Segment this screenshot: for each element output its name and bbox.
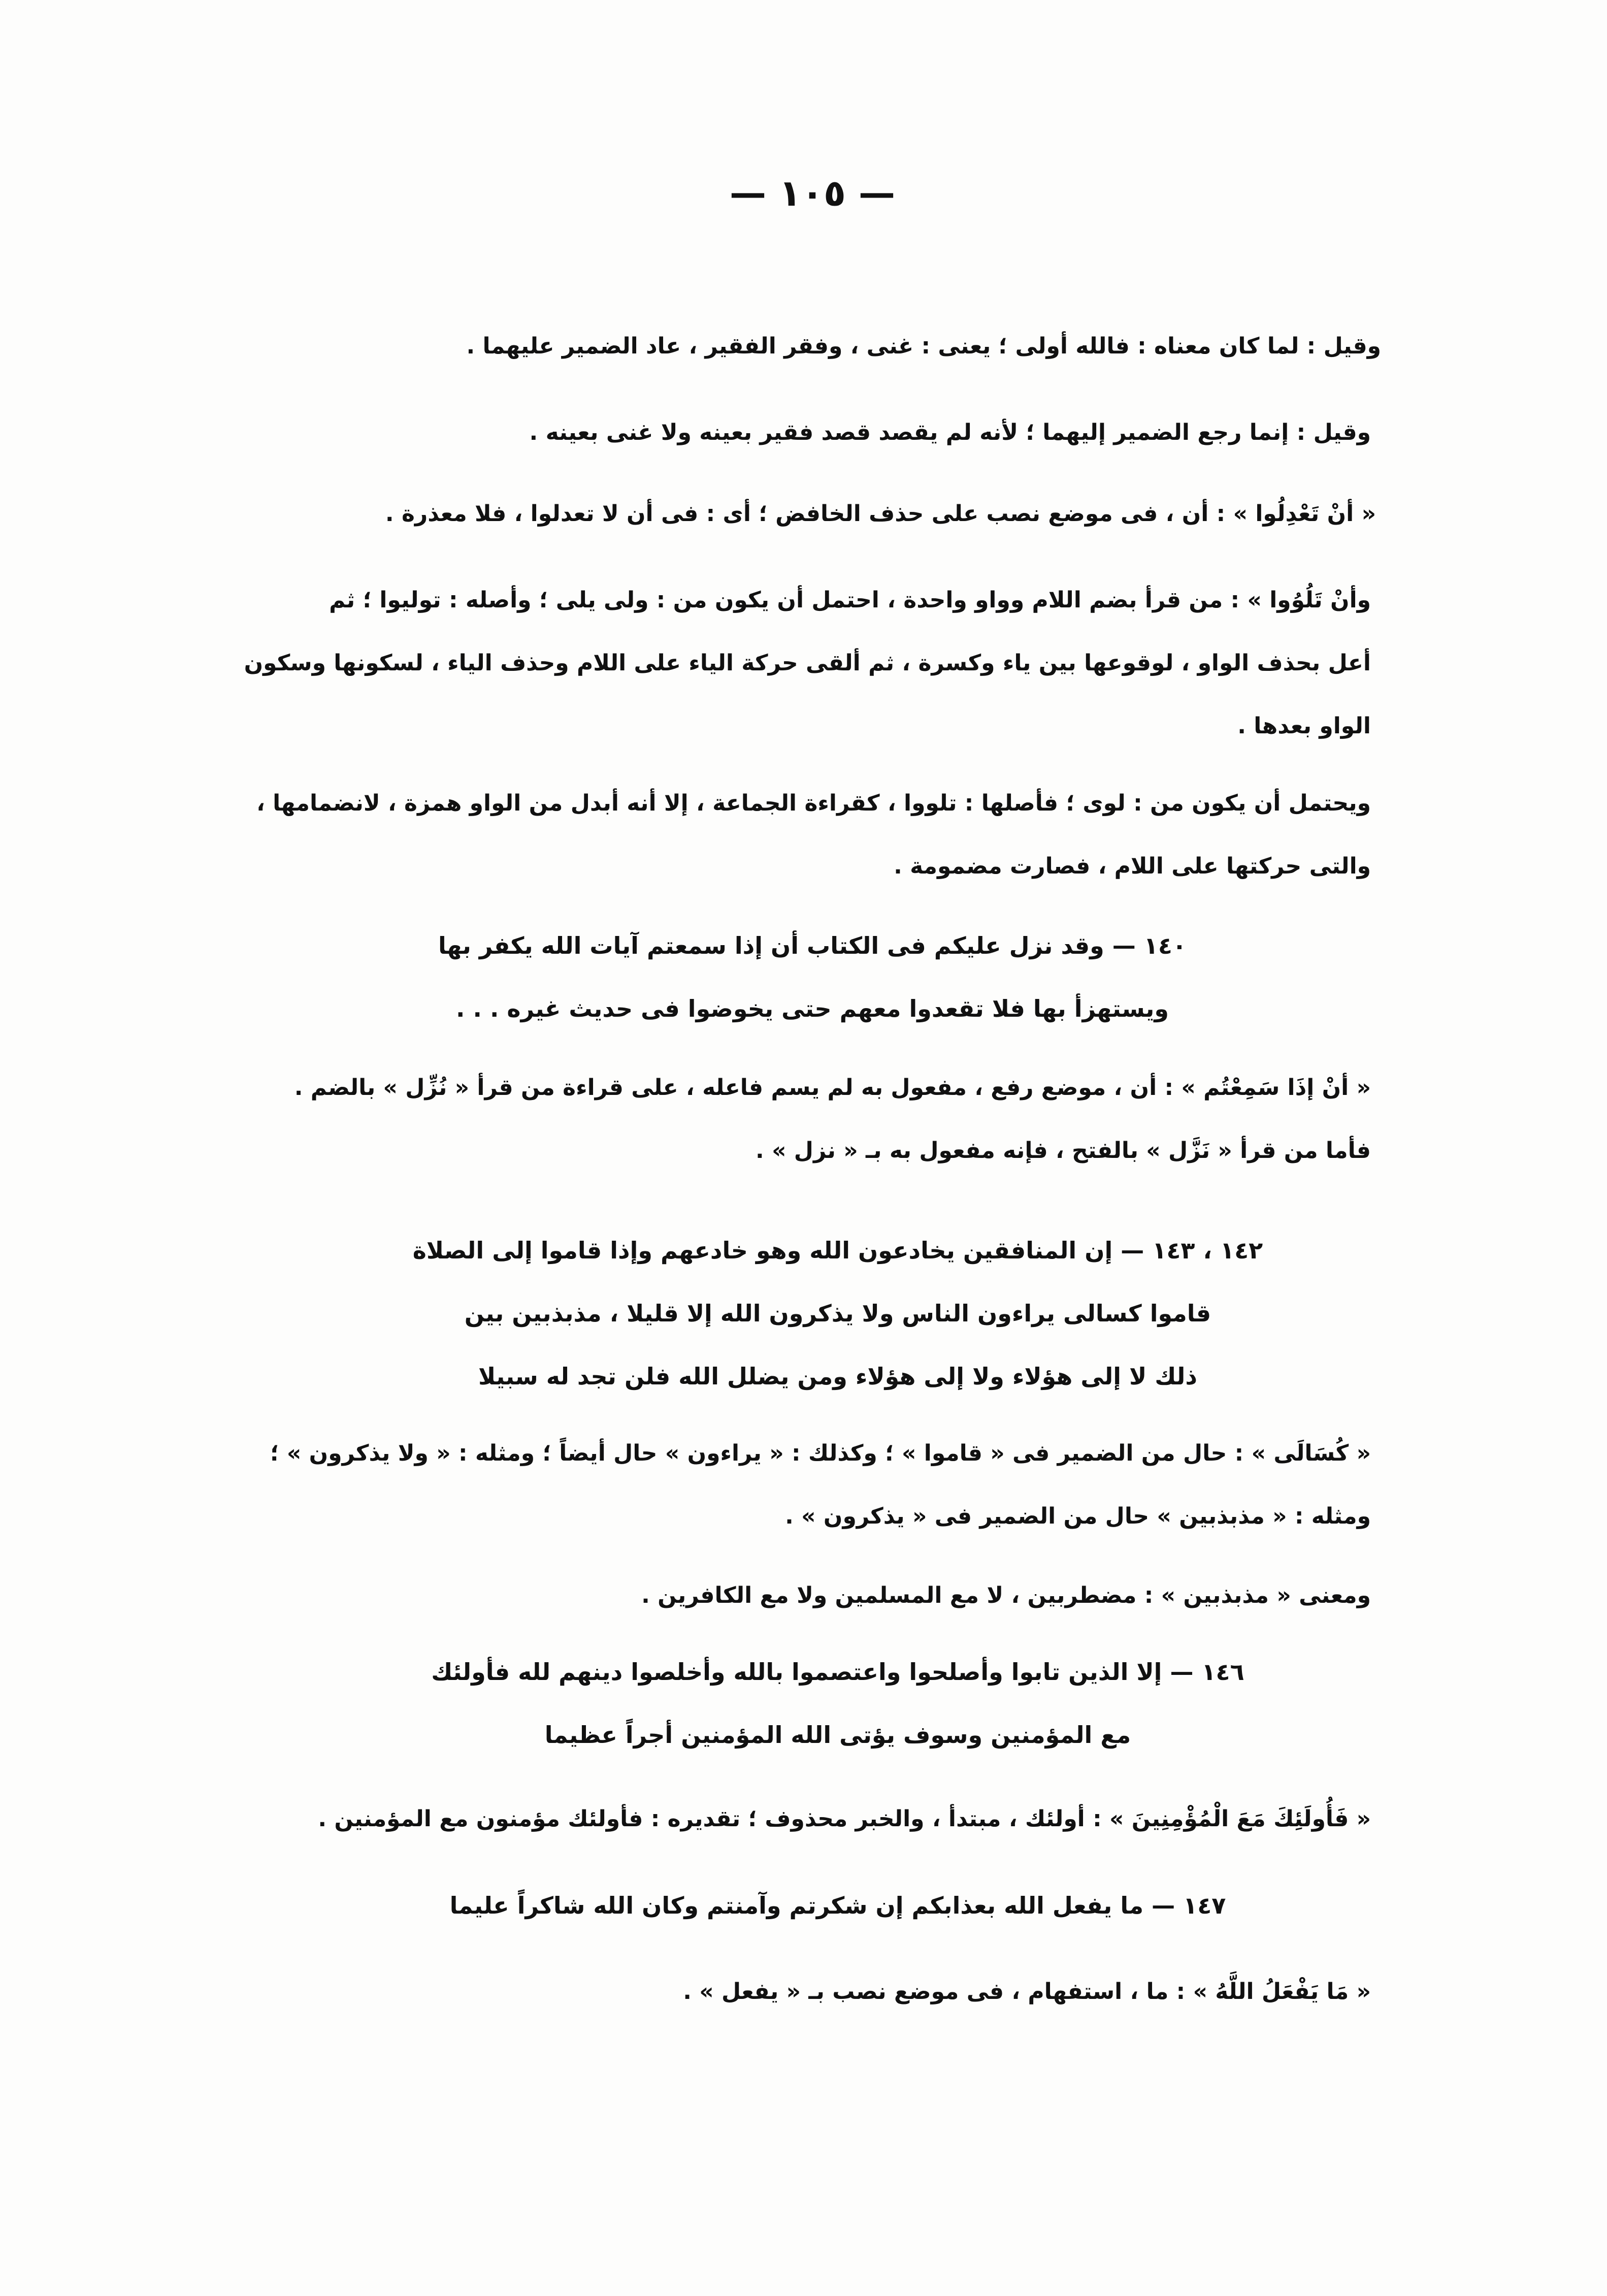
text-line: ويحتمل أن يكون من : لوى ؛ فأصلها : تلووا ، كقراءة الجماعة ، إلا أنه أبدل من الواو همزة ، لانضمامها ، xyxy=(256,790,1371,816)
paragraph xyxy=(234,772,1371,898)
paragraph xyxy=(508,1564,1371,1627)
verse-line: ١٤٢ ، ١٤٣ — إن المنافقين يخادعون الله وهو خادعهم وإذا قاموا إلى الصلاة xyxy=(412,1237,1263,1264)
paragraph xyxy=(457,315,1381,378)
paragraph xyxy=(508,401,1371,464)
text-line: « أنْ إذَا سَمِعْتُم » : أن ، موضع رفع ، مفعول به لم يسم فاعله ، على قراءة من قرأ « نُزِّل » بالضم . xyxy=(294,1075,1371,1101)
text-line: « كُسَالَى » : حال من الضمير فى « قاموا » ؛ وكذلك : « يراءون » حال أيضاً ؛ ومثله : « ولا يذكرون » ؛ xyxy=(270,1440,1371,1466)
text-line: ومعنى « مذبذبين » : مضطربين ، لا مع المسلمين ولا مع الكافرين . xyxy=(641,1582,1371,1608)
text-line: والتى حركتها على اللام ، فصارت مضمومة . xyxy=(894,853,1371,879)
paragraph xyxy=(264,1788,1371,1851)
text-line: « مَا يَفْعَلُ اللَّهُ » : ما ، استفهام ، فى موضع نصب بـ « يفعل » . xyxy=(683,1979,1371,2004)
quran-verse xyxy=(355,1219,1320,1408)
verse-line: قاموا كسالى يراءون الناس ولا يذكرون الله إلا قليلا ، مذبذبين بين xyxy=(464,1300,1211,1327)
verse-line: ١٤٧ — ما يفعل الله بعذابكم إن شكرتم وآمنتم وكان الله شاكراً عليما xyxy=(449,1892,1226,1919)
paragraph xyxy=(508,1960,1371,2023)
text-line: وأنْ تَلُوُوا » : من قرأ بضم اللام وواو واحدة ، احتمل أن يكون من : ولى يلى ؛ وأصله : توليوا ؛ ثم xyxy=(329,587,1371,613)
page-number: — ١٠٥ — xyxy=(730,172,895,214)
quran-verse xyxy=(355,1874,1320,1937)
verse-line: ذلك لا إلى هؤلاء ولا إلى هؤلاء ومن يضلل الله فلن تجد له سبيلا xyxy=(478,1363,1197,1390)
verse-line: مع المؤمنين وسوف يؤتى الله المؤمنين أجراً عظيما xyxy=(544,1721,1131,1749)
text-line: الواو بعدها . xyxy=(1237,713,1371,739)
text-line: فأما من قرأ « نَزَّل » بالفتح ، فإنه مفعول به بـ « نزل » . xyxy=(756,1138,1371,1163)
text-line: أعل بحذف الواو ، لوقوعها بين ياء وكسرة ، ثم ألقى حركة الياء على اللام وحذف الياء ، لسكونها وسكون xyxy=(244,650,1371,676)
text-line: وقيل : إنما رجع الضمير إليهما ؛ لأنه لم يقصد قصد فقير بعينه ولا غنى بعينه . xyxy=(529,419,1371,445)
quran-verse xyxy=(355,914,1269,1040)
quran-verse xyxy=(355,1640,1320,1766)
paragraph xyxy=(345,482,1376,545)
verse-line: ١٤٦ — إلا الذين تابوا وأصلحوا واعتصموا بالله وأخلصوا دينهم لله فأولئك xyxy=(431,1658,1244,1686)
text-line: ومثله : « مذبذبين » حال من الضمير فى « يذكرون » . xyxy=(785,1503,1371,1529)
paragraph xyxy=(234,569,1371,758)
verse-line: ١٤٠ — وقد نزل عليكم فى الكتاب أن إذا سمعتم آيات الله يكفر بها xyxy=(438,932,1187,959)
text-line: « فَأُولَئِكَ مَعَ الْمُؤْمِنِينَ » : أولئك ، مبتدأ ، والخبر محذوف ؛ تقديره : فأولئك مؤمنون مع المؤمنين . xyxy=(318,1806,1371,1832)
paragraph xyxy=(234,1422,1371,1548)
verse-line: ويستهزأ بها فلا تقعدوا معهم حتى يخوضوا فى حديث غيره . . . xyxy=(455,995,1169,1022)
text-line: وقيل : لما كان معناه : فالله أولى ؛ يعنى : غنى ، وفقر الفقير ، عاد الضمير عليهما . xyxy=(466,333,1381,359)
paragraph xyxy=(264,1056,1371,1182)
text-line: « أنْ تَعْدِلُوا » : أن ، فى موضع نصب على حذف الخافض ؛ أى : فى أن لا تعدلوا ، فلا معذرة . xyxy=(385,501,1376,527)
